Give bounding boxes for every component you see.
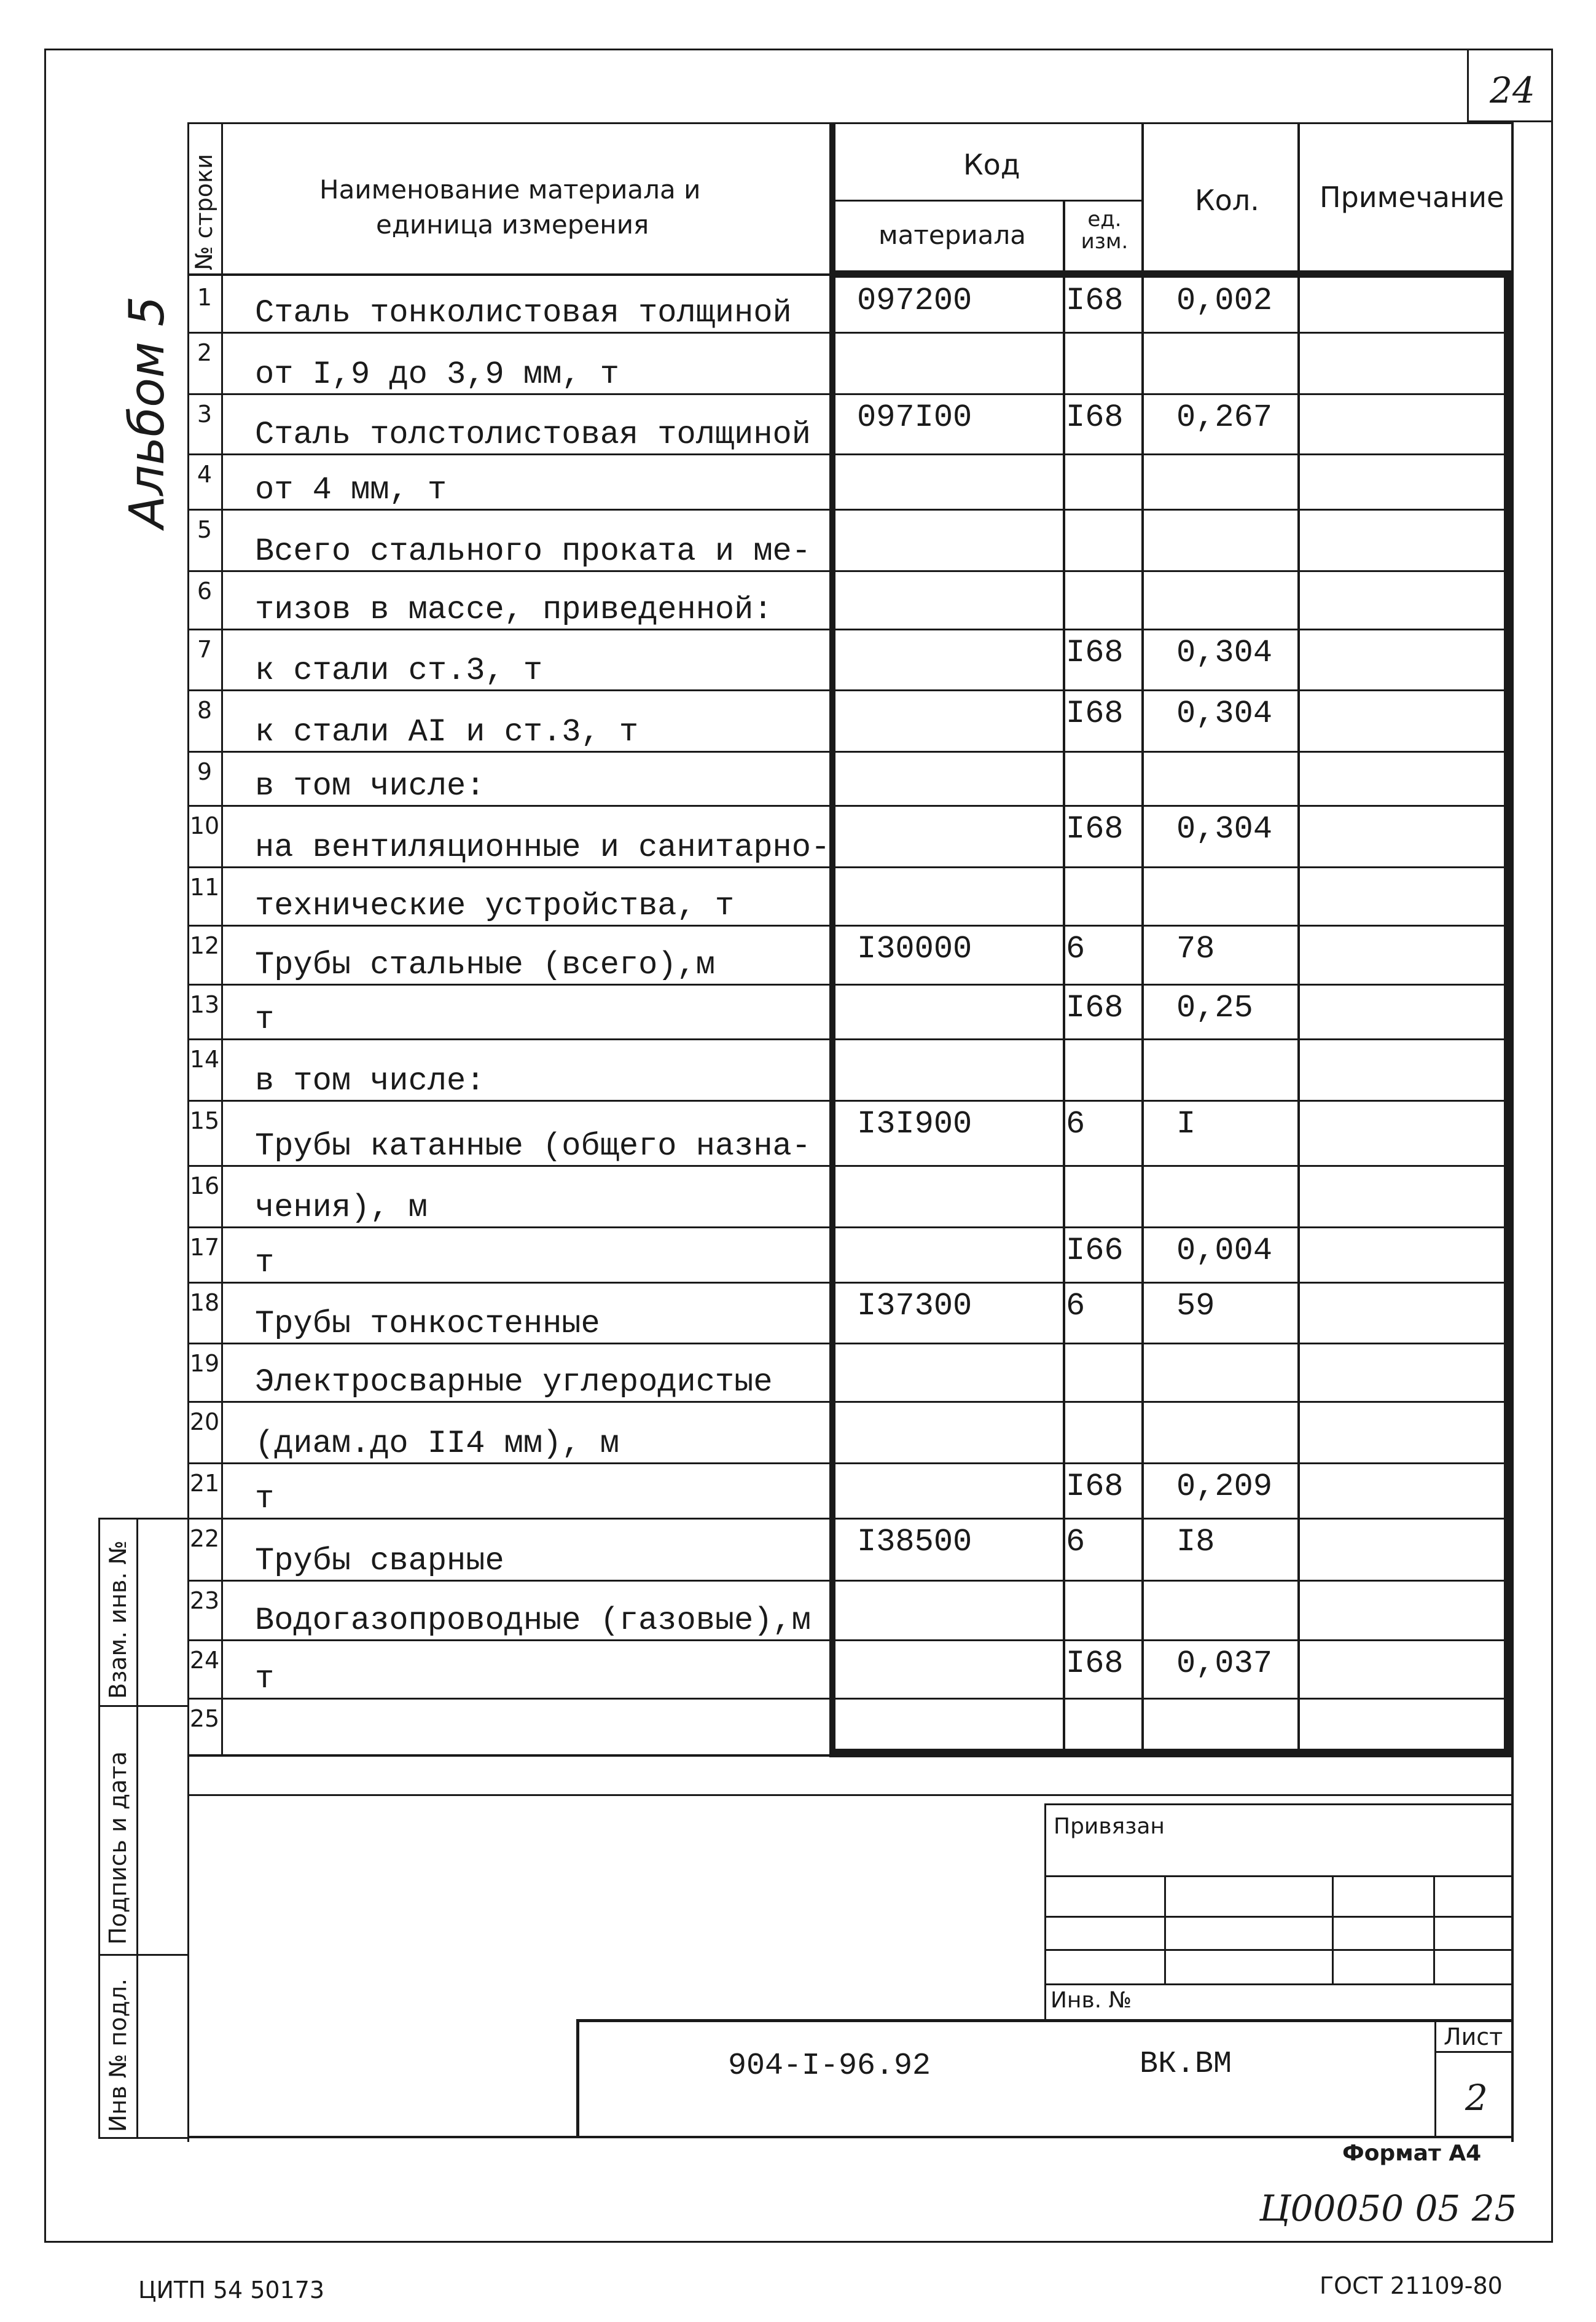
row-name: к стали ст.3, т [255,653,543,689]
row-unit: 6 [1066,1524,1086,1560]
album-label: Альбом 5 [120,296,175,528]
row-number: 24 [189,1647,220,1674]
footer-left: ЦИТП 54 50173 [138,2277,325,2304]
row-qty: I8 [1176,1524,1215,1560]
stamp-bottom [187,2136,1513,2138]
row-number: 25 [189,1705,220,1732]
outer-frame-top [44,49,1553,50]
side-inv: Инв № подл. [104,1978,131,2132]
row-name: от 4 мм, т [255,472,447,508]
row-name: т [255,1002,275,1038]
col-note-left [1297,122,1300,1757]
side-stamp-left [98,1518,100,2138]
row-unit: I68 [1066,635,1124,671]
row-number: 18 [189,1289,220,1316]
privyazan-row3 [1044,1949,1513,1951]
row-divider [187,866,1508,868]
privyazan-box-top [1044,1803,1513,1805]
title-box-left [576,2019,579,2137]
row-name: т [255,1481,275,1517]
row-name: т [255,1661,275,1697]
privyazan-row2 [1044,1916,1513,1918]
row-unit: I66 [1066,1233,1124,1269]
row-divider [187,1580,1508,1582]
row-divider [187,984,1508,986]
row-divider [187,689,1508,691]
doc-mark: ВК.ВМ [1140,2047,1232,2082]
row-unit: 6 [1066,1106,1086,1142]
row-code: 097200 [857,283,972,319]
row-name: тизов в массе, приведенной: [255,592,773,628]
col-code-left [829,122,835,1757]
row-qty: I [1176,1106,1196,1142]
format-label: Формат А4 [1342,2141,1482,2166]
row-name: Трубы стальные (всего),м [255,947,715,983]
footer-right: ГОСТ 21109-80 [1320,2272,1503,2299]
row-qty: 0,002 [1176,283,1273,319]
row-divider [187,1165,1508,1167]
col-qty-left [1141,122,1144,1757]
row-number: 21 [189,1470,220,1497]
row-qty: 0,25 [1176,990,1253,1026]
privyazan-row4 [1044,1983,1513,1985]
row-divider [187,1343,1508,1344]
side-stamp-bottom [98,2137,189,2139]
stamp-top-line [187,1794,1513,1796]
row-unit: I68 [1066,1645,1124,1682]
privyazan-col3 [1433,1875,1435,1985]
header-code-material: материала [878,220,1027,250]
row-divider [187,1639,1508,1641]
row-number: 16 [189,1172,220,1199]
table-inner-left [221,122,223,1757]
row-qty: 59 [1176,1288,1215,1324]
row-unit: I68 [1066,1469,1124,1505]
row-qty: 0,304 [1176,811,1273,847]
row-name: Трубы катанные (общего назна- [255,1128,811,1164]
row-number: 3 [197,401,213,428]
row-qty: 0,267 [1176,399,1273,436]
row-code: I30000 [857,931,972,967]
row-name: Трубы сварные [255,1543,504,1579]
row-number: 9 [197,758,213,785]
table-bottom-thin [187,1754,832,1757]
row-name: на вентиляционные и санитарно- [255,830,831,866]
row-divider [187,1401,1508,1403]
row-name: Сталь тонколистовая толщиной [255,295,792,331]
side-stamp-top [98,1518,189,1520]
row-number: 8 [197,697,213,724]
privyazan-label: Привязан [1054,1814,1165,1839]
header-bottom [831,270,1513,278]
row-qty: 0,004 [1176,1233,1273,1269]
header-code: Код [963,148,1020,181]
row-divider [187,925,1508,927]
row-name: Всего стального проката и ме- [255,533,811,570]
row-unit: I68 [1066,399,1124,436]
row-code: I3I900 [857,1106,972,1142]
list-number: 2 [1465,2077,1488,2119]
row-divider [187,1038,1508,1040]
table-right-thick [1504,270,1513,1757]
row-name: Электросварные углеродистые [255,1364,773,1400]
row-divider [187,805,1508,807]
row-divider [187,1698,1508,1700]
list-box-split [1434,2051,1513,2053]
row-divider [187,1282,1508,1284]
row-unit: I68 [1066,696,1124,732]
row-unit: I68 [1066,283,1124,319]
header-name-line1: Наименование материала и [319,175,701,205]
row-qty: 0,304 [1176,696,1273,732]
row-qty: 78 [1176,931,1215,967]
privyazan-row1 [1044,1875,1513,1877]
row-number: 14 [189,1046,220,1073]
row-unit: I68 [1066,990,1124,1026]
row-divider [187,332,1508,334]
row-name: чения), м [255,1190,428,1226]
table-bottom-thick [829,1749,1513,1757]
header-qty: Кол. [1195,184,1259,217]
row-unit: 6 [1066,931,1086,967]
outer-frame-bottom [44,2241,1553,2243]
row-code: I38500 [857,1524,972,1560]
row-number: 19 [189,1350,220,1377]
row-number: 10 [189,812,220,839]
row-number: 22 [189,1525,220,1552]
privyazan-box-left [1044,1803,1046,2022]
code-header-split [831,200,1144,202]
side-stamp-mid [136,1518,138,2138]
row-qty: 0,304 [1176,635,1273,671]
row-number: 12 [189,932,220,959]
handwritten-code: Ц00050 05 25 [1259,2187,1517,2229]
row-number: 7 [197,636,213,663]
row-number: 2 [197,339,213,366]
col-unit-left [1063,200,1065,1757]
privyazan-col2 [1332,1875,1334,1985]
doc-code: 904-I-96.92 [728,2049,931,2084]
page-number: 24 [1490,69,1535,111]
side-stamp-div1 [98,1705,189,1707]
row-name: (диам.до II4 мм), м [255,1426,619,1462]
row-number: 17 [189,1234,220,1261]
page-number-box-left [1467,49,1469,122]
row-name: Трубы тонкостенные [255,1306,600,1342]
row-name: Водогазопроводные (газовые),м [255,1602,811,1639]
row-divider [187,629,1508,630]
privyazan-col1 [1164,1875,1166,1985]
row-number: 11 [189,874,220,901]
header-note: Примечание [1320,181,1504,214]
row-number: 4 [197,461,213,488]
row-unit: 6 [1066,1288,1086,1324]
side-stamp-div2 [98,1954,189,1956]
title-box-top [576,2019,1513,2022]
row-number: 1 [197,284,213,311]
header-bottom-thin [187,273,832,276]
row-name: к стали AI и ст.3, т [255,714,639,750]
row-number: 20 [189,1408,220,1435]
row-name: технические устройства, т [255,888,735,924]
row-divider [187,1100,1508,1102]
row-divider [187,751,1508,753]
row-code: I37300 [857,1288,972,1324]
row-divider [187,453,1508,455]
row-divider [187,1518,1508,1520]
outer-frame-left [44,49,46,2242]
row-qty: 0,037 [1176,1645,1273,1682]
header-code-unit: ед. изм. [1081,207,1129,254]
row-divider [187,509,1508,511]
row-code: 097I00 [857,399,972,436]
row-name: в том числе: [255,1063,485,1099]
inv-no-label: Инв. № [1050,1988,1132,2013]
row-divider [187,1462,1508,1464]
row-number: 5 [197,516,213,543]
side-podpis: Подпись и дата [104,1751,131,1945]
outer-frame-right [1551,49,1553,2242]
row-number: 13 [189,991,220,1018]
row-number: 15 [189,1107,220,1134]
row-name: в том числе: [255,768,485,804]
row-unit: I68 [1066,811,1124,847]
list-label: Лист [1444,2023,1503,2050]
row-name: Сталь толстолистовая толщиной [255,417,811,453]
row-name: т [255,1245,275,1281]
row-number: 23 [189,1587,220,1614]
row-divider [187,570,1508,572]
list-box-left [1434,2019,1436,2137]
side-vzam: Взам. инв. № [104,1540,131,1699]
table-top [187,122,1513,124]
row-number: 6 [197,578,213,605]
row-divider [187,393,1508,395]
header-row-no: № строки [190,154,217,270]
row-divider [187,1226,1508,1228]
header-name-line2: единица измерения [376,210,649,240]
row-qty: 0,209 [1176,1469,1273,1505]
row-name: от I,9 до 3,9 мм, т [255,356,619,393]
